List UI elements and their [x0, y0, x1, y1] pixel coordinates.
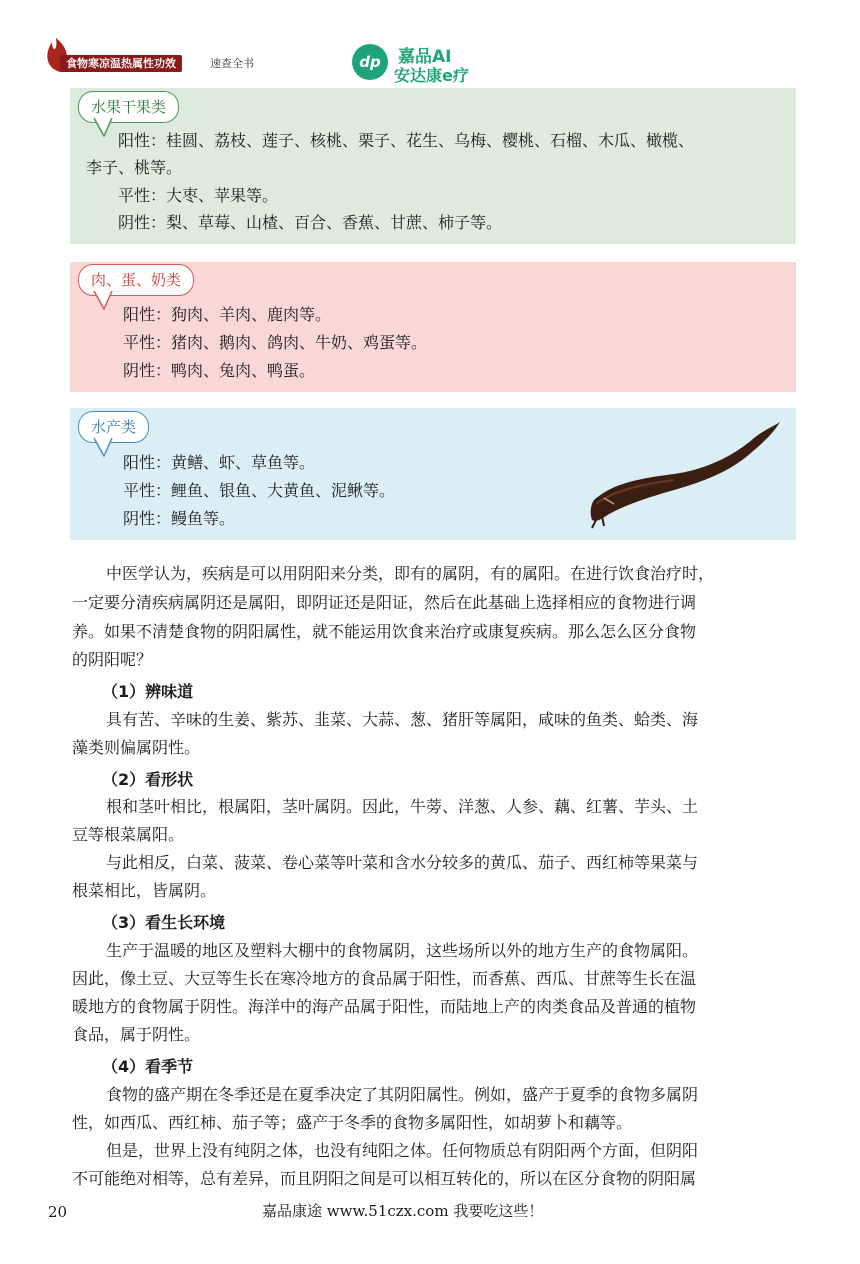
section-heading-environment: （3）看生长环境: [102, 913, 226, 932]
section-season-line: 性，如西瓜、西红柿、茄子等；盛产于冬季的食物多属阳性，如胡萝卜和藕等。: [72, 1113, 633, 1132]
fruits-line: 李子、桃等。: [86, 158, 183, 177]
section-heading-season: （4）看季节: [102, 1057, 194, 1076]
section-season-line: 食物的盛产期在冬季还是在夏季决定了其阴阳属性。例如，盛产于夏季的食物多属阴: [106, 1085, 699, 1104]
speech-tail-icon: [92, 438, 114, 458]
section-heading-shape: （2）看形状: [102, 770, 194, 789]
speech-tail-icon: [92, 118, 114, 138]
section-season-line: 不可能绝对相等，总有差异，而且阴阳之间是可以相互转化的，所以在区分食物的阴阳属: [72, 1169, 697, 1188]
meat-egg-dairy-box: [70, 262, 796, 392]
meat-line: 阳性：狗肉、羊肉、鹿肉等。: [123, 305, 332, 324]
fruits-line: 阴性：梨、草莓、山楂、百合、香蕉、甘蔗、柿子等。: [118, 213, 503, 232]
section-shape-line: 根菜相比，皆属阴。: [72, 881, 217, 900]
page-number: 20: [48, 1203, 68, 1221]
category-label-meat: 肉、蛋、奶类: [78, 264, 194, 296]
section-heading-taste: （1）辨味道: [102, 682, 194, 701]
fruits-nuts-box: [70, 88, 796, 244]
meat-line: 平性：猪肉、鹅肉、鸽肉、牛奶、鸡蛋等。: [123, 333, 428, 352]
intro-paragraph-line: 养。如果不清楚食物的阴阳属性，就不能运用饮食来治疗或康复疾病。那么怎么区分食物: [72, 622, 697, 641]
fruits-line: 阳性：桂圆、荔枝、莲子、核桃、栗子、花生、乌梅、樱桃、石榴、木瓜、橄榄、: [118, 131, 695, 150]
book-series-suffix: 速查全书: [210, 57, 254, 70]
page-header: [0, 0, 860, 90]
intro-paragraph-line: 一定要分清疾病属阴还是属阳，即阴证还是阳证，然后在此基础上选择相应的食物进行调: [72, 593, 697, 612]
section-shape-line: 豆等根菜属阳。: [72, 825, 185, 844]
section-taste-line: 藻类则偏属阴性。: [72, 738, 201, 757]
brand-logo: dp: [352, 44, 388, 80]
section-environment-line: 生产于温暖的地区及塑料大棚中的食物属阴，这些场所以外的地方生产的食物属阳。: [106, 941, 699, 960]
section-environment-line: 暖地方的食物属于阴性。海洋中的海产品属于阳性，而陆地上产的肉类食品及普通的植物: [72, 997, 697, 1016]
category-label-fruits: 水果干果类: [78, 91, 179, 123]
category-label-seafood: 水产类: [78, 411, 149, 443]
footer-text: 嘉品康途 www.51czx.com 我要吃这些！: [262, 1202, 544, 1220]
section-season-line: 但是，世界上没有纯阴之体，也没有纯阳之体。任何物质总有阴阳两个方面，但阴阳: [106, 1141, 699, 1160]
fruits-line: 平性：大枣、苹果等。: [118, 186, 279, 205]
section-taste-line: 具有苦、辛味的生姜、紫苏、韭菜、大蒜、葱、猪肝等属阳，咸味的鱼类、蛤类、海: [106, 710, 699, 729]
book-series-title: 食物寒凉温热属性功效: [60, 55, 182, 72]
speech-tail-icon: [92, 291, 114, 311]
section-environment-line: 因此，像土豆、大豆等生长在寒冷地方的食品属于阳性，而香蕉、西瓜、甘蔗等生长在温: [72, 969, 697, 988]
section-shape-line: 根和茎叶相比，根属阳，茎叶属阴。因此，牛蒡、洋葱、人参、藕、红薯、芋头、土: [106, 797, 699, 816]
section-shape-line: 与此相反，白菜、菠菜、卷心菜等叶菜和含水分较多的黄瓜、茄子、西红柿等果菜与: [106, 853, 699, 872]
eel-illustration: [584, 420, 784, 530]
seafood-line: 平性：鲤鱼、银鱼、大黄鱼、泥鳅等。: [123, 481, 396, 500]
meat-line: 阴性：鸭肉、兔肉、鸭蛋。: [123, 361, 316, 380]
intro-paragraph-line: 中医学认为，疾病是可以用阴阳来分类，即有的属阴，有的属阳。在进行饮食治疗时，: [106, 564, 715, 583]
seafood-line: 阳性：黄鳝、虾、草鱼等。: [123, 453, 316, 472]
intro-paragraph-line: 的阴阳呢？: [72, 650, 153, 669]
seafood-line: 阴性：鳗鱼等。: [123, 509, 236, 528]
brand-name-bottom: 安达康e疗: [394, 66, 469, 85]
section-environment-line: 食品，属于阴性。: [72, 1025, 201, 1044]
brand-name-top: 嘉品AI: [398, 47, 452, 67]
